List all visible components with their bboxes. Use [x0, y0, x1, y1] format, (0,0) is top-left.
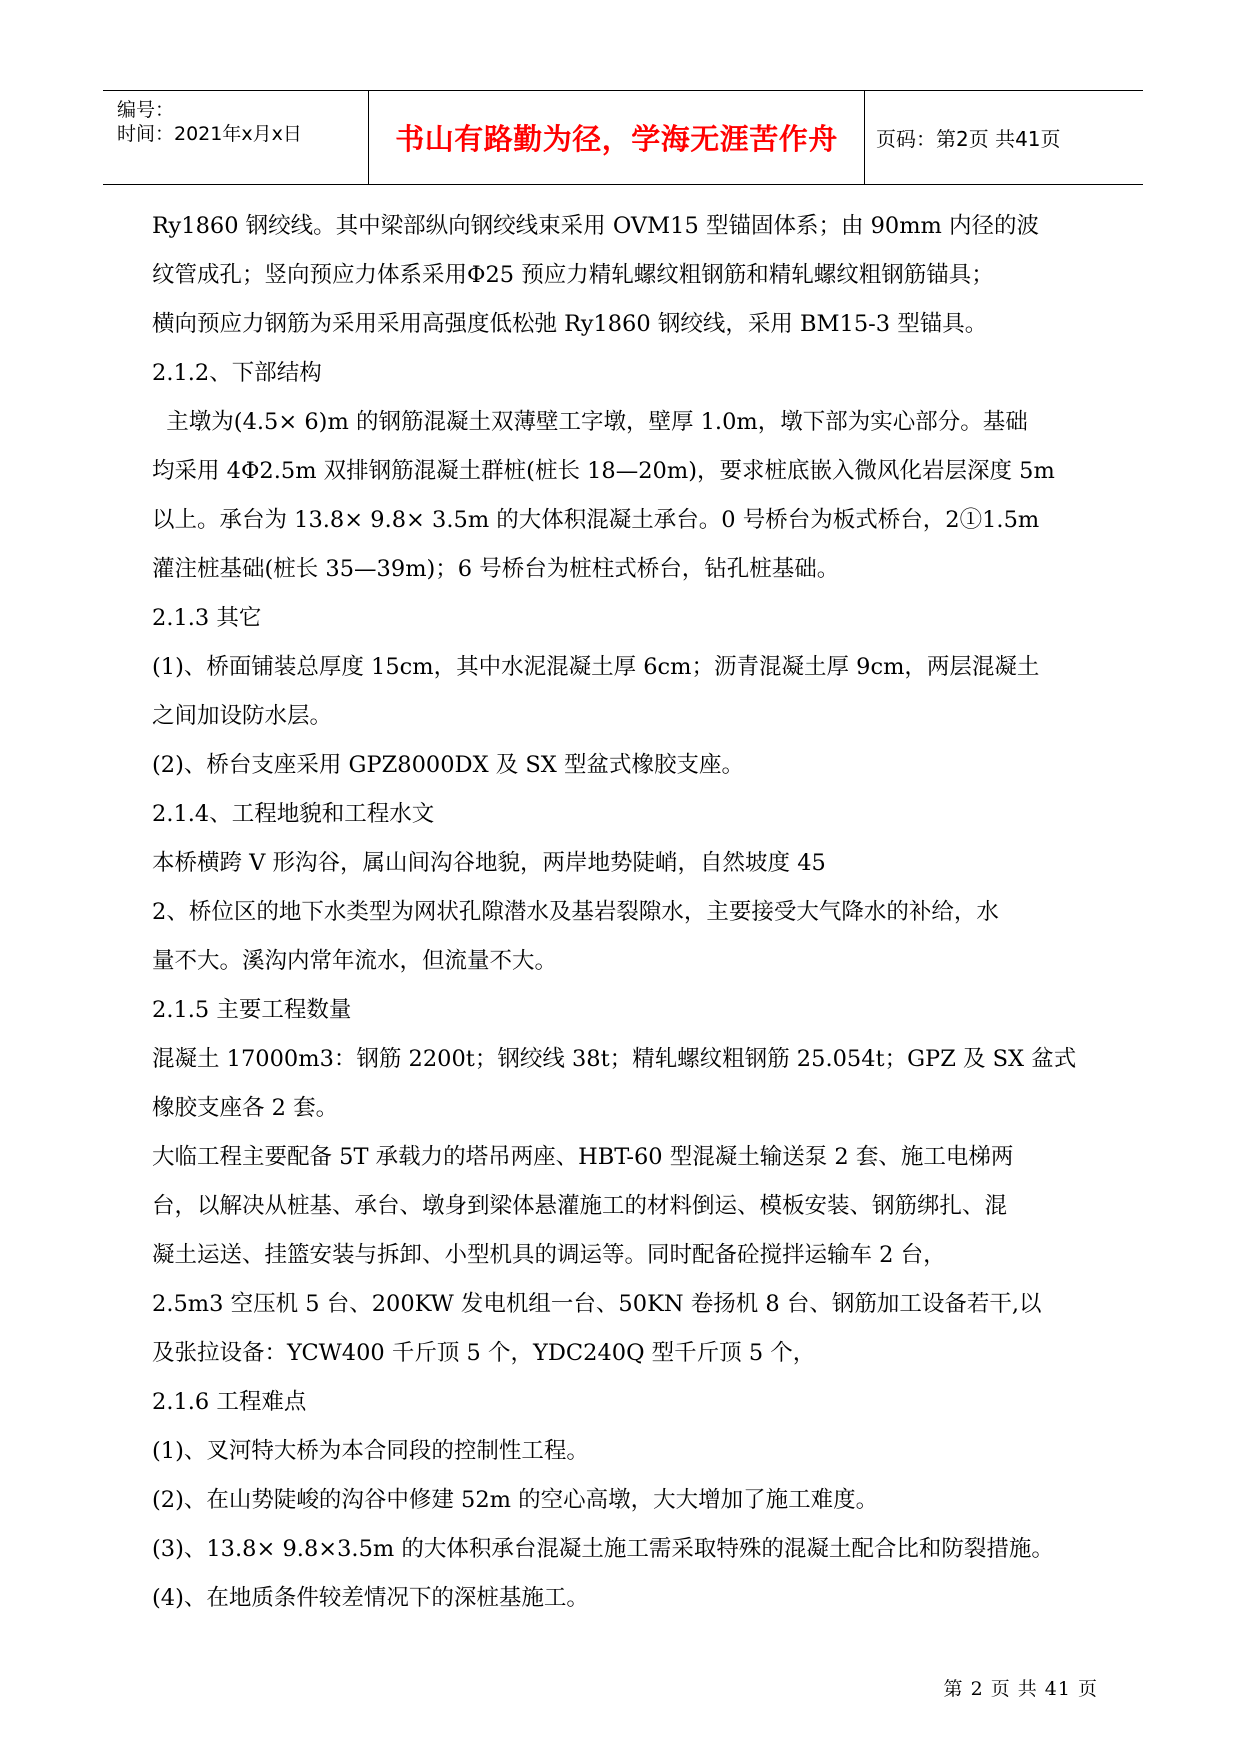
header-left-cell [103, 91, 368, 184]
header-motto: 书山有路勤为径，学海无涯苦作舟 [395, 122, 838, 156]
body-line: (1)、叉河特大桥为本合同段的控制性工程。 [152, 1438, 589, 1464]
body-line: 量不大。溪沟内常年流水，但流量不大。 [152, 948, 558, 974]
body-line: (4)、在地质条件较差情况下的深桩基施工。 [152, 1585, 589, 1611]
body-line: Ry1860 钢绞线。其中梁部纵向钢绞线束采用 OVM15 型锚固体系；由 90mm 内径的波 [152, 213, 1040, 239]
body-line: 混凝土 17000m3：钢筋 2200t；钢绞线 38t；精轧螺纹粗钢筋 25.054t；GPZ 及 SX 盆式 [152, 1046, 1077, 1072]
body-line: 主墩为(4.5× 6)m 的钢筋混凝土双薄壁工字墩，壁厚 1.0m，墩下部为实心部分。基础 [152, 409, 1028, 435]
body-line: 台，以解决从桩基、承台、墩身到梁体悬灌施工的材料倒运、模板安装、钢筋绑扎、混 [152, 1193, 1008, 1219]
document-time-label: 时间：2021年x月x日 [117, 123, 302, 145]
body-line: 凝土运送、挂篮安装与拆卸、小型机具的调运等。同时配备砼搅拌运输车 2 台， [152, 1242, 946, 1268]
body-line: 横向预应力钢筋为采用采用高强度低松弛 Ry1860 钢绞线，采用 BM15-3 型锚具。 [152, 311, 988, 337]
body-line: 及张拉设备：YCW400 千斤顶 5 个，YDC240Q 型千斤顶 5 个， [152, 1340, 816, 1366]
document-number-label: 编号： [117, 99, 175, 121]
section-heading: 2.1.5 主要工程数量 [152, 997, 352, 1023]
body-line: 2.5m3 空压机 5 台、200KW 发电机组一台、50KN 卷扬机 8 台、钢筋加工设备若干,以 [152, 1291, 1042, 1317]
body-line: 橡胶支座各 2 套。 [152, 1095, 339, 1121]
header-motto-cell [368, 91, 865, 184]
body-line: 大临工程主要配备 5T 承载力的塔吊两座、HBT-60 型混凝土输送泵 2 套、施工电梯两 [152, 1144, 1014, 1170]
section-heading: 2.1.2、下部结构 [152, 360, 322, 386]
body-line: 灌注桩基础(桩长 35—39m)；6 号桥台为桩柱式桥台，钻孔桩基础。 [152, 556, 840, 582]
body-line: (1)、桥面铺装总厚度 15cm，其中水泥混凝土厚 6cm；沥青混凝土厚 9cm，两层混凝土 [152, 654, 1040, 680]
body-line: 以上。承台为 13.8× 9.8× 3.5m 的大体积混凝土承台。0 号桥台为板式桥台，2①1.5m [152, 507, 1040, 533]
header-right-cell [864, 91, 1143, 184]
body-line: (2)、在山势陡峻的沟谷中修建 52m 的空心高墩，大大增加了施工难度。 [152, 1487, 879, 1513]
section-heading: 2.1.6 工程难点 [152, 1389, 307, 1415]
page-footer: 第 2 页 共 41 页 [943, 1678, 1098, 1700]
body-line: 均采用 4Φ2.5m 双排钢筋混凝土群桩(桩长 18—20m)，要求桩底嵌入微风化岩层深度 5m [152, 458, 1055, 484]
body-line: (2)、桥台支座采用 GPZ8000DX 及 SX 型盆式橡胶支座。 [152, 752, 744, 778]
body-line: 本桥横跨 V 形沟谷，属山间沟谷地貌，两岸地势陡峭，自然坡度 45 [152, 850, 826, 876]
section-heading: 2.1.3 其它 [152, 605, 262, 631]
body-line: (3)、13.8× 9.8×3.5m 的大体积承台混凝土施工需采取特殊的混凝土配合比和防裂措施。 [152, 1536, 1054, 1562]
body-line: 之间加设防水层。 [152, 703, 333, 729]
document-header [103, 90, 1143, 185]
section-heading: 2.1.4、工程地貌和工程水文 [152, 801, 435, 827]
body-line: 2、桥位区的地下水类型为网状孔隙潜水及基岩裂隙水，主要接受大气降水的补给，水 [152, 899, 999, 925]
body-line: 纹管成孔；竖向预应力体系采用Φ25 预应力精轧螺纹粗钢筋和精轧螺纹粗钢筋锚具； [152, 262, 994, 288]
header-page-code: 页码：第2页 共41页 [876, 127, 1061, 151]
document-body [152, 214, 1100, 1611]
